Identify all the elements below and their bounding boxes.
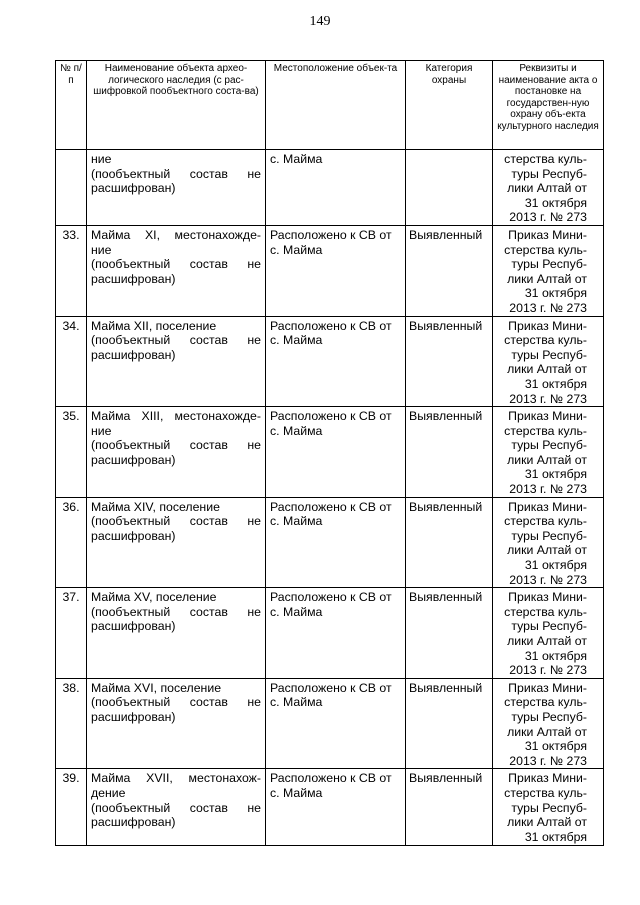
name-line: дение xyxy=(91,785,126,800)
document-line: туры Респуб- xyxy=(511,800,587,815)
document-line: туры Респуб- xyxy=(511,528,587,543)
cell-name xyxy=(87,678,266,769)
document-line: 2013 г. № 273 xyxy=(509,753,587,768)
header-name: Наименование объекта архео-логического наследия (с рас-шифровкой пообъектного соста-ва) xyxy=(87,61,266,150)
document-line: лики Алтай от xyxy=(507,271,587,286)
document-line: Приказ Мини- xyxy=(508,409,587,424)
cell-num: 39. xyxy=(56,769,87,846)
document-line: 31 октября xyxy=(524,648,587,663)
cell-document xyxy=(493,678,604,769)
name-line: Майма XV, поселение xyxy=(91,590,217,605)
table-row xyxy=(56,497,604,588)
cell-document xyxy=(493,316,604,407)
header-location: Местоположение объек-та xyxy=(266,61,406,150)
name-line: ние xyxy=(91,242,112,257)
document-line: туры Респуб- xyxy=(511,438,587,453)
name-line: (пообъектный состав не xyxy=(91,438,261,453)
cell-location: Расположено к СВ от с. Майма xyxy=(266,678,406,769)
document-line: стерства куль- xyxy=(504,785,587,800)
document-line: Приказ Мини- xyxy=(508,771,587,786)
name-line: Майма XIV, поселение xyxy=(91,499,220,514)
name-line: расшифрован) xyxy=(91,181,176,196)
document-line: лики Алтай от xyxy=(507,452,587,467)
document-line: Приказ Мини- xyxy=(508,680,587,695)
document-line: стерства куль- xyxy=(504,514,587,529)
table-row xyxy=(56,678,604,769)
cell-name xyxy=(87,769,266,846)
document-line: 2013 г. № 273 xyxy=(509,210,587,225)
document-line: туры Респуб- xyxy=(511,347,587,362)
cell-name xyxy=(87,225,266,316)
cell-num: 36. xyxy=(56,497,87,588)
header-num: № п/п xyxy=(56,61,87,150)
cell-num xyxy=(56,150,87,226)
document-line: 31 октября xyxy=(524,558,587,573)
cell-location: с. Майма xyxy=(266,150,406,226)
table-row xyxy=(56,588,604,679)
document-line: 31 октября xyxy=(524,467,587,482)
cell-location: Расположено к СВ от с. Майма xyxy=(266,497,406,588)
cell-location: Расположено к СВ от с. Майма xyxy=(266,769,406,846)
table-body xyxy=(56,150,604,846)
cell-category: Выявленный xyxy=(406,497,493,588)
document-line: лики Алтай от xyxy=(507,362,587,377)
document-line: 31 октября xyxy=(524,739,587,754)
document-line: туры Респуб- xyxy=(511,709,587,724)
document-line: стерства куль- xyxy=(504,152,587,166)
name-line: расшифрован) xyxy=(91,528,176,543)
document-line: лики Алтай от xyxy=(507,815,587,830)
table-row xyxy=(56,316,604,407)
document-line: Приказ Мини- xyxy=(508,318,587,333)
cell-name xyxy=(87,150,266,226)
document-line: Приказ Мини- xyxy=(508,227,587,242)
document-line: 31 октября xyxy=(524,195,587,210)
name-line: расшифрован) xyxy=(91,271,176,286)
table-row xyxy=(56,407,604,498)
document-line: 2013 г. № 273 xyxy=(509,300,587,315)
name-line: Майма XII, поселение xyxy=(91,318,217,333)
document-line: лики Алтай от xyxy=(507,543,587,558)
cell-location: Расположено к СВ от с. Майма xyxy=(266,225,406,316)
name-line: (пообъектный состав не xyxy=(91,695,261,710)
cell-name xyxy=(87,407,266,498)
document-line: лики Алтай от xyxy=(507,181,587,196)
document-line: 2013 г. № 273 xyxy=(509,391,587,406)
cell-category: Выявленный xyxy=(406,225,493,316)
document-line: стерства куль- xyxy=(504,604,587,619)
header-category: Категория охраны xyxy=(406,61,493,150)
document-line: стерства куль- xyxy=(504,242,587,257)
cell-num: 35. xyxy=(56,407,87,498)
cell-num: 38. xyxy=(56,678,87,769)
document-line: 31 октября xyxy=(524,286,587,301)
cell-category: Выявленный xyxy=(406,407,493,498)
document-line: Приказ Мини- xyxy=(508,499,587,514)
document-line: 2013 г. № 273 xyxy=(509,482,587,497)
document-line: лики Алтай от xyxy=(507,724,587,739)
table-row xyxy=(56,150,604,226)
document-line: туры Респуб- xyxy=(511,257,587,272)
document-line: стерства куль- xyxy=(504,423,587,438)
cell-name xyxy=(87,316,266,407)
document-line: стерства куль- xyxy=(504,695,587,710)
cell-num: 34. xyxy=(56,316,87,407)
heritage-objects-table xyxy=(55,60,604,846)
cell-name xyxy=(87,497,266,588)
document-line: стерства куль- xyxy=(504,333,587,348)
table-row xyxy=(56,769,604,846)
cell-document xyxy=(493,225,604,316)
cell-category: Выявленный xyxy=(406,678,493,769)
cell-document xyxy=(493,497,604,588)
cell-category: Выявленный xyxy=(406,316,493,407)
cell-document xyxy=(493,150,604,226)
name-line: (пообъектный состав не xyxy=(91,257,261,272)
header-document: Реквизиты и наименование акта о постановке на государствен-ную охрану объ-екта культурного наследия xyxy=(493,61,604,150)
cell-location: Расположено к СВ от с. Майма xyxy=(266,588,406,679)
name-line: ние xyxy=(91,423,112,438)
cell-category: Выявленный xyxy=(406,588,493,679)
name-line: расшифрован) xyxy=(91,452,176,467)
cell-num: 33. xyxy=(56,225,87,316)
document-line: туры Респуб- xyxy=(511,166,587,181)
name-line: расшифрован) xyxy=(91,347,176,362)
name-line: расшифрован) xyxy=(91,619,176,634)
document-line: туры Респуб- xyxy=(511,619,587,634)
name-line: (пообъектный состав не xyxy=(91,166,261,181)
name-line: ние xyxy=(91,152,112,166)
name-line: (пообъектный состав не xyxy=(91,333,261,348)
table-header-row xyxy=(56,61,604,150)
name-line: (пообъектный состав не xyxy=(91,800,261,815)
cell-document xyxy=(493,407,604,498)
page-number: 149 xyxy=(309,14,331,29)
name-line: Майма XVII, местонахож- xyxy=(91,771,261,786)
document-line: лики Алтай от xyxy=(507,634,587,648)
name-line: расшифрован) xyxy=(91,709,176,724)
name-line: (пообъектный состав не xyxy=(91,514,261,529)
cell-location: Расположено к СВ от с. Майма xyxy=(266,316,406,407)
cell-category: Выявленный xyxy=(406,769,493,846)
name-line: Майма XIII, местонахожде- xyxy=(91,409,261,424)
cell-category xyxy=(406,150,493,226)
cell-name xyxy=(87,588,266,679)
cell-document xyxy=(493,588,604,679)
document-line: 2013 г. № 273 xyxy=(509,663,587,678)
cell-document xyxy=(493,769,604,846)
name-line: (пообъектный состав не xyxy=(91,604,261,619)
table-row xyxy=(56,225,604,316)
document-line: Приказ Мини- xyxy=(508,590,587,605)
document-line: 31 октября xyxy=(524,829,587,844)
name-line: Майма XVI, поселение xyxy=(91,680,222,695)
name-line: Майма XI, местонахожде- xyxy=(91,227,261,242)
document-line: 2013 г. № 273 xyxy=(509,572,587,587)
document-line: 31 октября xyxy=(524,376,587,391)
cell-location: Расположено к СВ от с. Майма xyxy=(266,407,406,498)
name-line: расшифрован) xyxy=(91,815,176,830)
cell-num: 37. xyxy=(56,588,87,679)
